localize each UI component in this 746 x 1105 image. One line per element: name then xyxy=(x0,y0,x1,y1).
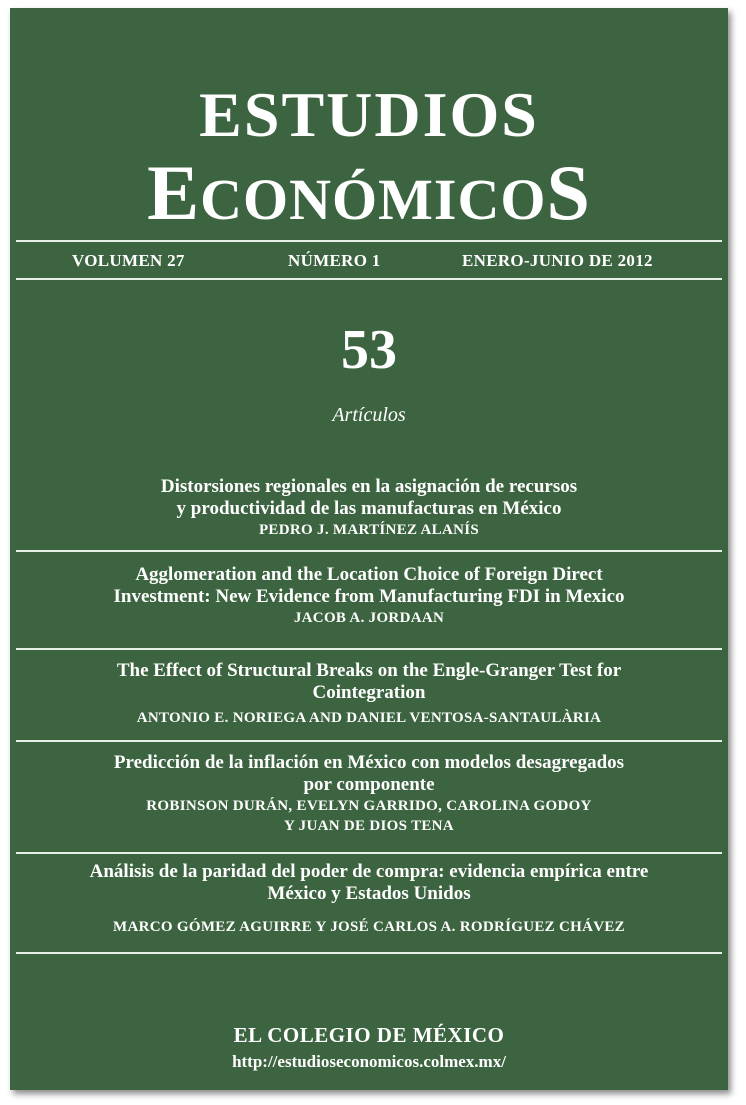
section-heading: Artículos xyxy=(332,404,406,426)
article-authors: Y JUAN DE DIOS TENA xyxy=(284,818,454,834)
title-final: S xyxy=(546,149,591,236)
journal-url: http://estudioseconomicos.colmex.mx/ xyxy=(232,1052,506,1071)
article-title-line: Cointegration xyxy=(312,682,426,703)
journal-cover xyxy=(10,8,728,1090)
issue-number: 53 xyxy=(341,319,397,381)
article-authors: JACOB A. JORDAAN xyxy=(293,610,445,626)
number-label: NÚMERO 1 xyxy=(288,251,381,270)
article-entry xyxy=(10,476,728,540)
article-title-line: Agglomeration and the Location Choice of Foreign Direct xyxy=(135,564,603,585)
article-title-line: y productividad de las manufacturas en México xyxy=(176,498,562,519)
article-title-line: Distorsiones regionales en la asignación de recursos xyxy=(160,476,578,497)
article-authors: PEDRO J. MARTÍNEZ ALANÍS xyxy=(258,522,480,538)
volume-label: VOLUMEN 27 xyxy=(72,251,185,270)
article-authors: MARCO GÓMEZ AGUIRRE Y JOSÉ CARLOS A. RODRÍGUEZ CHÁVEZ xyxy=(113,919,625,935)
title-middle: CONÓMICO xyxy=(200,167,547,232)
journal-title-line2 xyxy=(10,148,728,238)
article-title-line: Análisis de la paridad del poder de compra: evidencia empírica entre xyxy=(89,861,649,882)
publisher-name: EL COLEGIO DE MÉXICO xyxy=(233,1023,505,1047)
divider xyxy=(16,852,722,854)
divider xyxy=(16,550,722,552)
divider xyxy=(16,952,722,954)
divider xyxy=(16,648,722,650)
article-authors: ROBINSON DURÁN, EVELYN GARRIDO, CAROLINA GODOY xyxy=(146,798,592,814)
divider xyxy=(16,740,722,742)
article-entry xyxy=(10,861,728,937)
article-title-line: Predicción de la inflación en México con modelos desagregados xyxy=(113,752,625,773)
article-title-line: por componente xyxy=(303,774,435,795)
journal-title-line1: ESTUDIOS xyxy=(199,79,539,150)
article-entry xyxy=(10,660,728,728)
title-initial: E xyxy=(147,149,201,236)
article-entry xyxy=(10,564,728,628)
article-authors: ANTONIO E. NORIEGA AND DANIEL VENTOSA-SANTAULÀRIA xyxy=(136,710,602,726)
article-title-line: The Effect of Structural Breaks on the Engle-Granger Test for xyxy=(116,660,622,681)
divider xyxy=(16,278,722,280)
article-entry xyxy=(10,752,728,836)
divider xyxy=(16,240,722,242)
period-label: ENERO-JUNIO DE 2012 xyxy=(462,251,653,270)
article-title-line: Investment: New Evidence from Manufacturing FDI in Mexico xyxy=(113,586,625,607)
article-title-line: México y Estados Unidos xyxy=(267,883,471,904)
